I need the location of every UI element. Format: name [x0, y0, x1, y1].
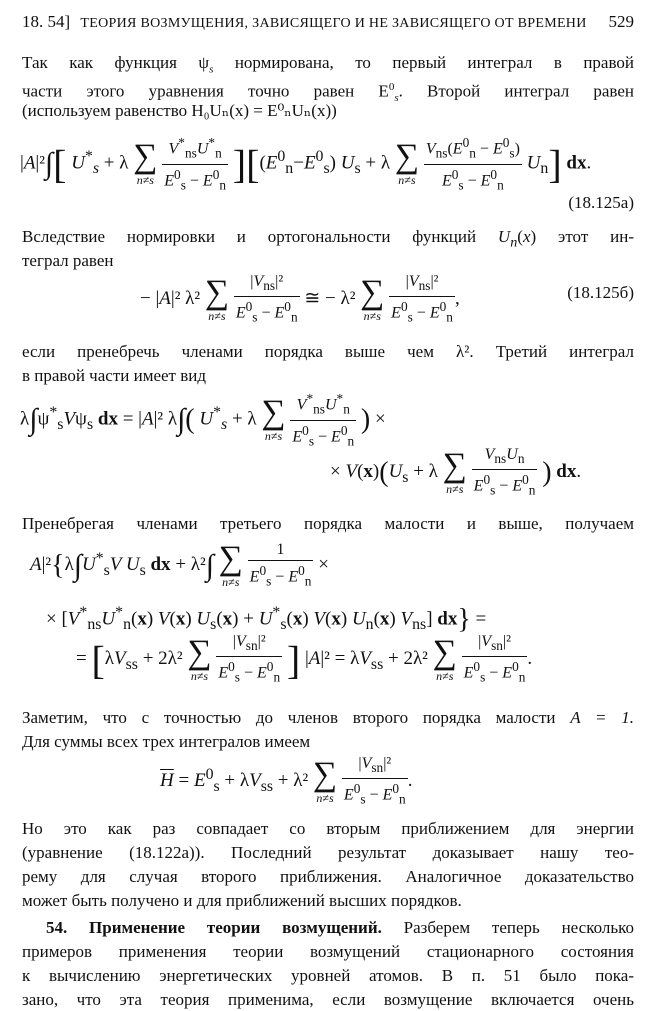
equation-result-1: $A|^2\{\lambda\int U^*_sV$ $U_s$ dx + λ²∫ ∑ n≠s $\frac{1}{E^0_s - E^0_n}$ ×	[30, 540, 329, 592]
text-line: Так как функция $\psi_s$ нормирована, то первый интеграл в правой	[22, 53, 634, 76]
section-ref: 18. 54]	[22, 12, 71, 31]
text-line: Но это как раз совпадает со вторым приближением для энергии	[22, 819, 634, 838]
equation-18-125b: − |A|² λ² ∑ n≠s $\frac{|V_{ns}|^2}{E^0_s - E^0_n}$ ≅ − λ² ∑ n≠s $\frac{|V_{ns}|^2}{E^0_s - E^0_n}$ ,	[140, 272, 460, 328]
equation-18-125a: |A|²∫[ $U^*_s + \lambda$ ∑ n≠s $\frac{V^*_{ns}U^*_n}{E^0_s - E^0_n}$ ][$(E^0_n-E^0_s) U_s + \lambda$ ∑ n≠s $\frac{V_{ns}(E^0_n - E^0_s)}{E^0_s - E^0_n}$ $U_n$] dx.	[20, 133, 591, 195]
text-line: части этого уравнения точно равен $E^0_s$. Второй интеграл равен	[22, 81, 634, 105]
text-line: рему для случая второго приближения. Аналогичное доказательство	[22, 867, 634, 886]
page-number: 529	[608, 12, 634, 31]
text-line: может быть получено и для приближений высших порядков.	[22, 891, 462, 910]
chapter-title: ТЕОРИЯ ВОЗМУЩЕНИЯ, ЗАВИСЯЩЕГО И НЕ ЗАВИСЯЩЕГО ОТ ВРЕМЕНИ	[80, 16, 587, 31]
text-line: (уравнение (18.122а)). Последний результат доказывает нашу тео-	[22, 843, 634, 862]
text-line: к вычислению энергетических уровней атомов. В п. 51 было пока-	[22, 966, 634, 985]
text-line: если пренебречь членами порядка выше чем λ². Третий интеграл	[22, 342, 634, 361]
equation-number: (18.125б)	[567, 283, 634, 302]
text-line: в правой части имеет вид	[22, 366, 206, 385]
section-heading-line: 54. Применение теории возмущений. Разберем теперь несколько	[46, 918, 634, 937]
text-line: (используем равенство H₀Uₙ(x) = E⁰ₙUₙ(x))	[22, 101, 337, 120]
text-line: Заметим, что с точностью до членов второго порядка малости A = 1.	[22, 708, 634, 727]
text-line: Для суммы всех трех интегралов имеем	[22, 732, 311, 751]
equation-number: (18.125a)	[568, 193, 634, 212]
equation-third-integral-1: $\lambda\int\psi^*_sV\psi_s$ dx = |A|² λ∫( $U^*_s + \lambda$ ∑ n≠s $\frac{V^*_{ns}U^*_n}{E^0_s - E^0_n}$ ) ×	[20, 389, 386, 451]
text-line: зано, что эта теория применима, если возмущение включается очень	[22, 990, 634, 1009]
text-line: Пренебрегая членами третьего порядка малости и выше, получаем	[22, 514, 634, 533]
equation-third-integral-2: × $V(x)(U_s + \lambda$ ∑ n≠s $\frac{V_{ns}U_n}{E^0_s - E^0_n}$ ) dx.	[330, 445, 581, 501]
equation-result-2: × [$V^*_{ns}U^*_n(x)$ V(x) $U_s(x) + U^*_s(x)$ V(x) $U_n(x)$ $V_{ns}$] dx} =	[46, 604, 487, 635]
text-line: теграл равен	[22, 251, 114, 270]
equation-result-3: = [$\lambda V_{ss} + 2\lambda^2$ ∑ n≠s $\frac{|V_{sn}|^2}{E^0_s - E^0_n}$ ] $|A|^2 = \lambda V_{ss} + 2\lambda^2$ ∑ n≠s $\frac{|V_{sn}|^2}{E^0_s - E^0_n}$ .	[76, 632, 532, 688]
text-line: примеров применения теории возмущений стационарного состояния	[22, 942, 634, 961]
equation-h-bar: $\overline{H} = E^0_s + \lambda V_{ss} + \lambda^2$ ∑ n≠s $\frac{|V_{sn}|^2}{E^0_s - E^0_n}$ .	[160, 754, 412, 810]
running-header	[22, 12, 634, 32]
section-heading: 54. Применение теории возмущений.	[46, 918, 382, 937]
text-line: Вследствие нормировки и ортогональности функций $U_n(x)$ этот ин-	[22, 227, 634, 251]
